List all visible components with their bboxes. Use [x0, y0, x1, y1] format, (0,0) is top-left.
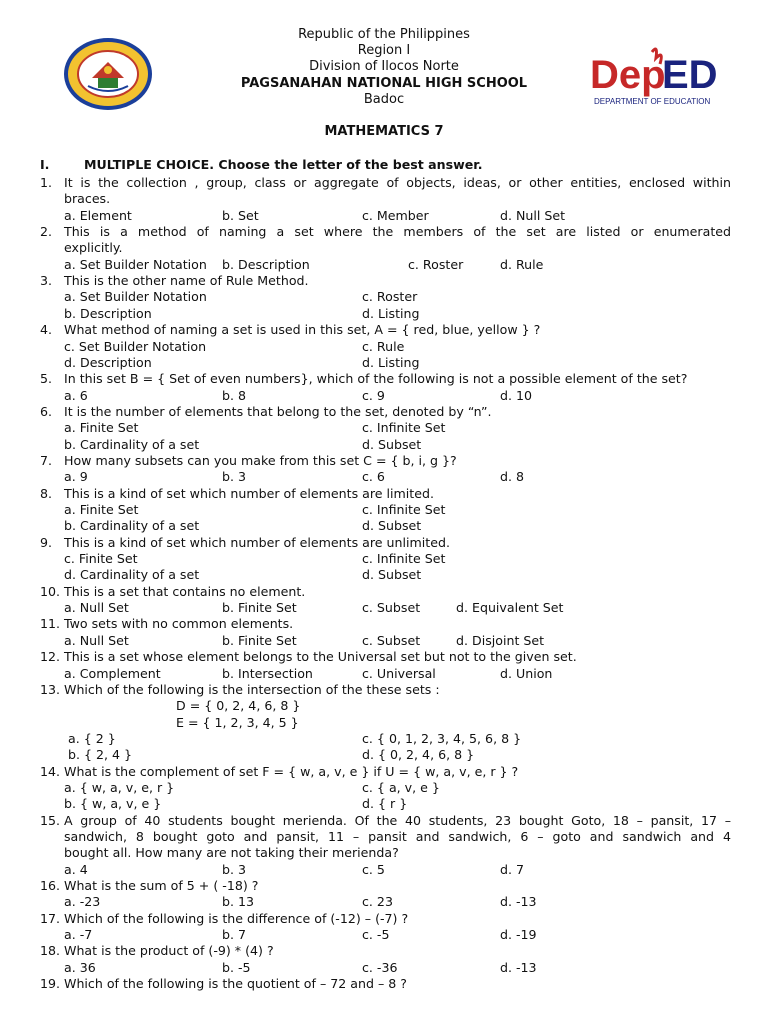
answer-option: d. Listing [362, 305, 420, 321]
svg-text:ED: ED [662, 53, 718, 97]
question-number: 15. [40, 812, 61, 828]
answer-option: c. Infinite Set [362, 502, 446, 517]
answer-option: c. 9 [362, 387, 385, 403]
answer-option: b. Cardinality of a set [64, 436, 200, 452]
question-number: 12. [40, 649, 61, 665]
answer-option: c. 23 [362, 894, 393, 910]
header-school-name: PAGSANAHAN NATIONAL HIGH SCHOOL [240, 76, 528, 91]
answer-option: c. Infinite Set [362, 420, 446, 436]
answer-option: d. 10 [500, 387, 533, 403]
answer-option: b. Set [222, 207, 259, 223]
set-e-definition: E = { 1, 2, 3, 4, 5 } [176, 714, 299, 730]
answer-option: b. 7 [222, 927, 247, 943]
question-stem: How many subsets can you make from this set C = { b, i, g }? [64, 452, 457, 468]
question-stem-continued: bought all. How many are not taking their merienda? [64, 845, 399, 861]
answer-option: d. { r } [362, 796, 408, 812]
question-number: 2. [40, 224, 53, 240]
svg-text:DEPARTMENT OF EDUCATION: DEPARTMENT OF EDUCATION [594, 97, 711, 106]
answer-option: b. -5 [222, 959, 251, 975]
question-number: 18. [40, 943, 61, 959]
answer-option: d. Subset [362, 436, 422, 452]
question-stem-continued: sandwich, 8 bought goto and pansit, 11 – pansit and sandwich, 6 – goto and sandwich and 4 [64, 829, 731, 844]
answer-option: d. -13 [500, 894, 537, 910]
answer-option: a. 36 [64, 959, 96, 975]
question-number: 7. [40, 452, 53, 468]
answer-option: a. -7 [64, 927, 93, 943]
answer-option: c. Set Builder Notation [64, 338, 207, 354]
set-d-definition: D = { 0, 2, 4, 6, 8 } [176, 698, 301, 714]
answer-option: b. Description [64, 305, 152, 321]
answer-option: d. 7 [500, 861, 525, 877]
answer-option: d. Equivalent Set [456, 600, 564, 616]
answer-option: c. Roster [408, 256, 464, 272]
answer-option: d. Description [64, 354, 152, 370]
answer-option: b. 3 [222, 469, 247, 485]
question-number: 1. [40, 175, 53, 190]
section-number: I. [40, 157, 50, 172]
answer-option: c. -5 [362, 927, 390, 943]
question-number: 10. [40, 583, 61, 599]
answer-option: d. Subset [362, 518, 422, 534]
header-region: Region I [357, 43, 411, 58]
question-number: 6. [40, 403, 53, 419]
question-stem-continued: braces. [64, 191, 111, 207]
question-stem: This is the other name of Rule Method. [64, 273, 309, 289]
answer-option: a. 6 [64, 387, 88, 403]
answer-option: b. 13 [222, 894, 255, 910]
question-number: 14. [40, 763, 61, 779]
question-stem: What is the sum of 5 + ( -18) ? [64, 878, 259, 894]
question-stem: Two sets with no common elements. [64, 616, 294, 632]
question-number: 9. [40, 534, 53, 550]
answer-option: a. Set Builder Notation [64, 256, 207, 272]
question-number: 19. [40, 976, 61, 992]
answer-option: c. 5 [362, 861, 385, 877]
question-stem: In this set B = { Set of even numbers}, which of the following is not a possible element of the set? [64, 371, 688, 387]
answer-option: a. { 2 } [68, 730, 116, 746]
answer-option: a. { w, a, v, e, r } [64, 779, 175, 795]
answer-option: b. { 2, 4 } [68, 747, 133, 763]
answer-option: a. Null Set [64, 632, 129, 648]
answer-option: a. Set Builder Notation [64, 289, 207, 305]
answer-option: c. Member [362, 207, 429, 223]
answer-option: b. Description [222, 256, 310, 272]
question-stem: This is a method of naming a set where the members of the set are listed or enumerated [64, 224, 731, 240]
answer-option: b. Finite Set [222, 632, 297, 648]
section-title: MULTIPLE CHOICE. Choose the letter of the best answer. [84, 157, 483, 172]
svg-text:Dep: Dep [590, 53, 666, 97]
answer-option: b. Intersection [222, 665, 313, 681]
question-number: 11. [40, 616, 61, 632]
question-stem: This is a set whose element belongs to the Universal set but not to the given set. [64, 649, 577, 665]
answer-option: d. 8 [500, 469, 525, 485]
answer-option: c. Subset [362, 600, 421, 616]
question-stem-continued: explicitly. [64, 240, 123, 256]
answer-option: b. Finite Set [222, 600, 297, 616]
answer-option: c. Infinite Set [362, 551, 446, 567]
question-stem: Which of the following is the intersection of the these sets : [64, 681, 440, 697]
answer-option: a. Element [64, 207, 132, 223]
answer-option: c. Subset [362, 632, 421, 648]
answer-option: b. 3 [222, 861, 247, 877]
answer-option: d. Cardinality of a set [64, 567, 200, 583]
answer-option: b. { w, a, v, e } [64, 796, 162, 812]
answer-option: d. -19 [500, 927, 537, 943]
answer-option: a. Finite Set [64, 502, 139, 517]
question-stem: Which of the following is the quotient of – 72 and – 8 ? [64, 976, 407, 992]
question-number: 16. [40, 878, 61, 894]
question-number: 3. [40, 273, 53, 289]
answer-option: c. Universal [362, 665, 436, 681]
answer-option: a. 4 [64, 861, 88, 877]
answer-option: c. -36 [362, 959, 398, 975]
answer-option: c. { a, v, e } [362, 779, 440, 795]
question-stem: It is the number of elements that belong to the set, denoted by “n”. [64, 403, 492, 419]
answer-option: a. Finite Set [64, 420, 139, 436]
header-republic: Republic of the Philippines [298, 27, 470, 42]
question-number: 17. [40, 910, 61, 926]
answer-option: b. Cardinality of a set [64, 518, 200, 534]
question-number: 5. [40, 371, 53, 387]
question-number: 4. [40, 322, 53, 338]
question-stem: What is the product of (-9) * (4) ? [64, 943, 274, 959]
question-stem: A group of 40 students bought merienda. Of the 40 students, 23 bought Goto, 18 – pansit, 17 – [64, 812, 731, 828]
question-stem: Which of the following is the difference of (-12) – (-7) ? [64, 910, 409, 926]
answer-option: a. 9 [64, 469, 88, 485]
header-division: Division of Ilocos Norte [309, 59, 459, 74]
answer-option: b. 8 [222, 387, 247, 403]
answer-option: c. Finite Set [64, 551, 138, 567]
question-stem: This is a set that contains no element. [64, 583, 306, 599]
question-stem: What is the complement of set F = { w, a, v, e } if U = { w, a, v, e, r } ? [64, 763, 519, 779]
answer-option: a. -23 [64, 894, 101, 910]
answer-option: d. Disjoint Set [456, 632, 545, 648]
subject-title: MATHEMATICS 7 [324, 124, 444, 139]
question-stem: This is a kind of set which number of elements are unlimited. [64, 534, 450, 550]
answer-option: a. Complement [64, 665, 161, 681]
answer-option: d. Listing [362, 354, 420, 370]
answer-option: d. Union [500, 665, 553, 681]
answer-option: c. Roster [362, 289, 418, 305]
question-number: 13. [40, 681, 61, 697]
answer-option: d. Subset [362, 567, 422, 583]
answer-option: c. 6 [362, 469, 385, 485]
answer-option: d. Null Set [500, 207, 566, 223]
answer-option: c. Rule [362, 338, 405, 354]
answer-option: d. Rule [500, 256, 544, 272]
header-town: Badoc [363, 92, 405, 107]
answer-option: d. -13 [500, 959, 537, 975]
answer-option: c. { 0, 1, 2, 3, 4, 5, 6, 8 } [362, 730, 522, 746]
question-number: 8. [40, 485, 53, 501]
question-stem: It is the collection , group, class or aggregate of objects, ideas, or other entities, enclosed within [64, 175, 731, 190]
answer-option: a. Null Set [64, 600, 129, 616]
answer-option: d. { 0, 2, 4, 6, 8 } [362, 747, 475, 763]
question-stem: This is a kind of set which number of elements are limited. [64, 485, 434, 501]
question-stem: What method of naming a set is used in this set, A = { red, blue, yellow } ? [64, 322, 541, 338]
